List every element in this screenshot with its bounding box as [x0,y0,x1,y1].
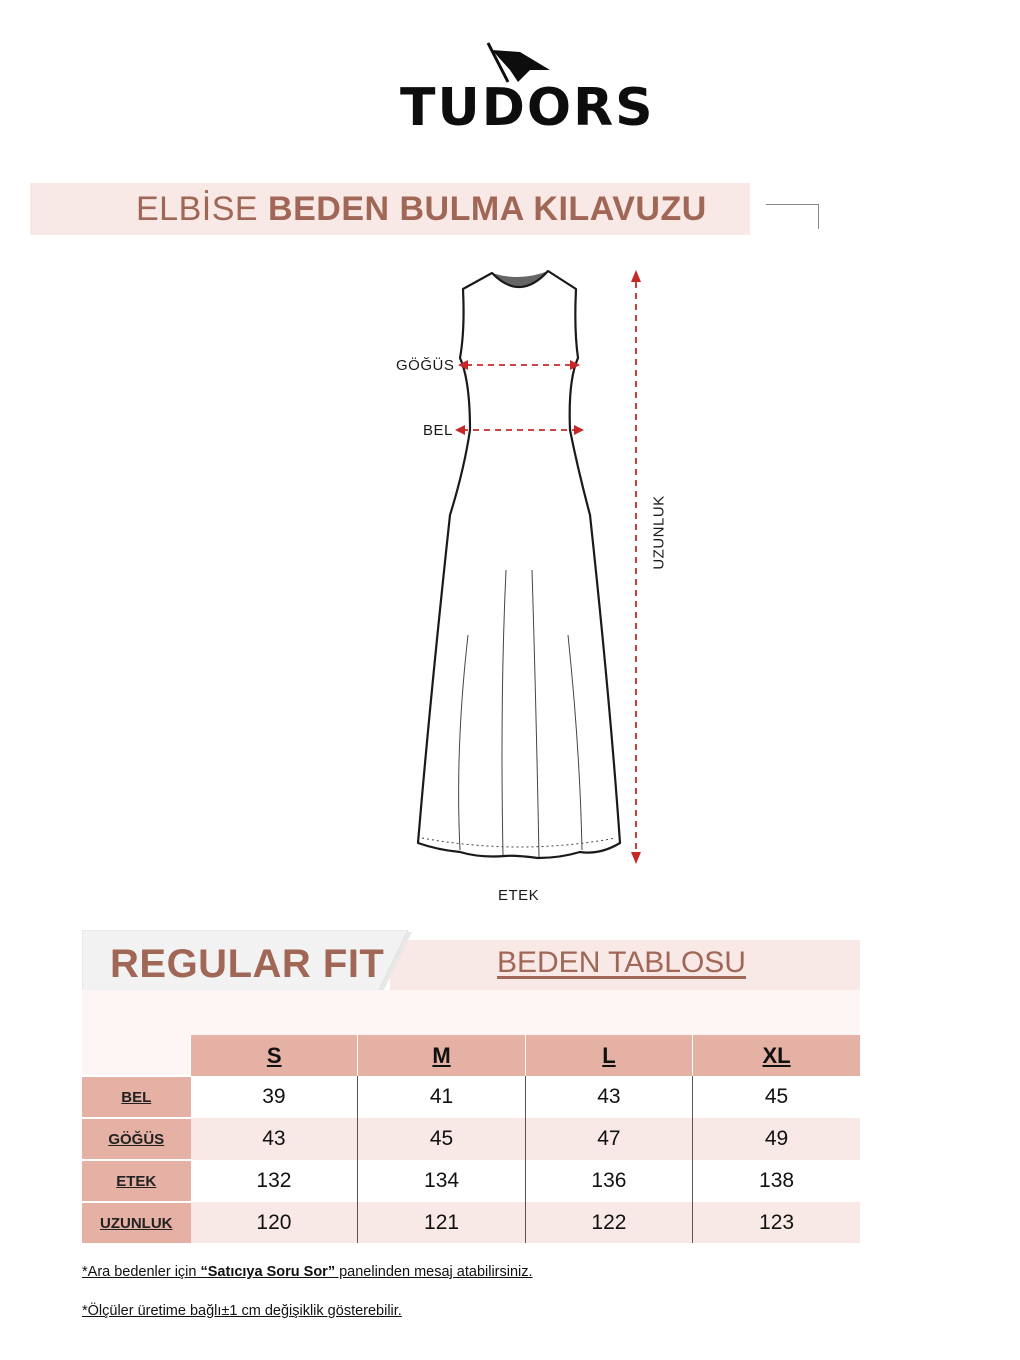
table-cell: 138 [693,1160,860,1202]
length-label: UZUNLUK [650,495,668,570]
size-header: L [525,1035,692,1076]
table-row [82,1076,860,1118]
table-cell: 122 [525,1202,692,1243]
size-table-title: BEDEN TABLOSU [497,946,746,979]
row-label: UZUNLUK [82,1202,191,1243]
table-row [82,1202,860,1243]
dress-diagram [380,250,660,870]
size-table [82,1035,860,1243]
table-cell: 132 [191,1160,358,1202]
row-label: ETEK [82,1160,191,1202]
title-band [30,183,750,235]
table-cell: 134 [358,1160,525,1202]
table-cell: 45 [693,1076,860,1118]
hem-label: ETEK [498,887,540,904]
size-header: S [191,1035,358,1076]
table-row [82,1160,860,1202]
table-cell: 121 [358,1202,525,1243]
title-bold: BEDEN BULMA KILAVUZU [268,190,707,228]
note-intermediate-sizes [82,1264,533,1280]
corner-mark [766,204,819,229]
chest-label: GÖĞÜS [396,357,455,374]
table-cell: 45 [358,1118,525,1160]
table-cell: 39 [191,1076,358,1118]
size-header: M [358,1035,525,1076]
page-title [136,190,707,229]
note1-bold: “Satıcıya Soru Sor” [200,1264,336,1280]
title-light: ELBİSE [136,190,259,228]
table-cell: 120 [191,1202,358,1243]
size-header-row [82,1035,860,1076]
note1-post: panelinden mesaj atabilirsiniz. [335,1264,533,1280]
fit-name: REGULAR FIT [110,942,385,986]
row-label: BEL [82,1076,191,1118]
size-header: XL [693,1035,860,1076]
table-row [82,1118,860,1160]
table-top-band [82,990,860,1035]
note-tolerance: *Ölçüler üretime bağlı±1 cm değişiklik gösterebilir. [82,1303,402,1319]
table-cell: 43 [191,1118,358,1160]
brand-logo [400,40,655,140]
table-cell: 41 [358,1076,525,1118]
table-cell: 49 [693,1118,860,1160]
table-cell: 47 [525,1118,692,1160]
table-cell: 123 [693,1202,860,1243]
note1-pre: *Ara bedenler için [82,1264,201,1280]
waist-label: BEL [423,422,453,439]
brand-name: TUDORS [400,78,655,138]
table-cell: 136 [525,1160,692,1202]
table-cell: 43 [525,1076,692,1118]
row-label: GÖĞÜS [82,1118,191,1160]
table-corner [82,1035,191,1076]
